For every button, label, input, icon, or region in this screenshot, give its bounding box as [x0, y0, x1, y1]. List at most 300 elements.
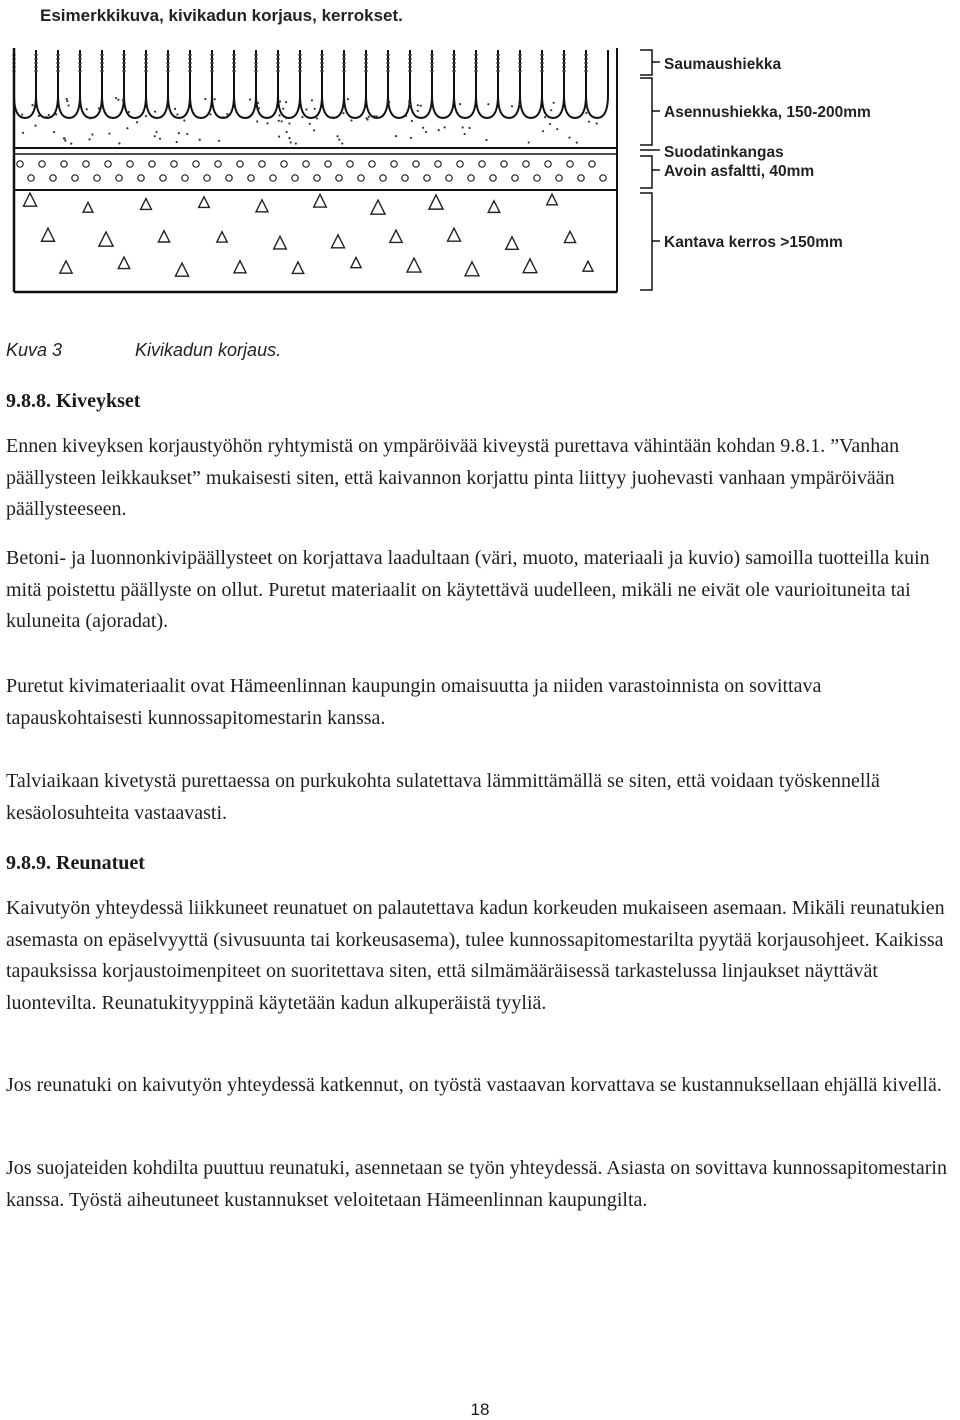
cobblestone — [564, 50, 586, 118]
sand-speck — [376, 115, 378, 117]
caption-text: Kivikadun korjaus. — [135, 340, 282, 360]
sand-speck — [64, 140, 66, 142]
jointing-sand-dot — [431, 54, 434, 56]
asphalt-pebble — [83, 161, 89, 167]
aggregate-stone — [41, 228, 54, 241]
aggregate-stone — [175, 263, 188, 276]
aggregate-stone — [371, 200, 385, 214]
sand-speck — [183, 119, 185, 121]
jointing-sand-dot — [101, 70, 104, 72]
jointing-sand-dot — [57, 70, 60, 72]
sand-speck — [544, 116, 546, 118]
sand-speck — [420, 105, 422, 107]
bracket-setting-sand — [640, 78, 652, 145]
jointing-sand-dot — [233, 66, 236, 68]
aggregate-stone — [99, 232, 113, 246]
jointing-sand-dot — [189, 66, 192, 68]
sand-speck — [410, 137, 412, 139]
jointing-sand-dot — [585, 70, 588, 72]
sand-speck — [462, 126, 464, 128]
sand-speck — [154, 135, 156, 137]
sand-speck — [549, 123, 551, 125]
aggregate-stone — [314, 194, 327, 207]
label-setting-sand: Asennushiekka, 150-200mm — [664, 104, 871, 121]
jointing-sand-dot — [299, 70, 302, 72]
sand-speck — [118, 142, 120, 144]
sand-speck — [443, 126, 445, 128]
jointing-sand-dot — [519, 70, 522, 72]
cobblestone — [432, 50, 454, 118]
sand-speck — [285, 101, 287, 103]
jointing-sand-dot — [365, 70, 368, 72]
sand-speck — [86, 108, 88, 110]
jointing-sand-dot — [475, 58, 478, 60]
sand-speck — [313, 129, 315, 131]
layer-brackets — [640, 50, 660, 290]
aggregate-stone — [256, 200, 268, 212]
asphalt-pebble — [39, 161, 45, 167]
jointing-sand-dot — [497, 66, 500, 68]
sand-speck — [395, 135, 397, 137]
asphalt-pebble — [402, 175, 408, 181]
jointing-sand-dot — [585, 66, 588, 68]
sand-speck — [22, 132, 24, 134]
jointing-sand-dot — [475, 70, 478, 72]
jointing-sand-dot — [277, 58, 280, 60]
jointing-sand-dot — [233, 62, 236, 64]
sand-speck — [388, 101, 390, 103]
asphalt-pebble — [512, 175, 518, 181]
aggregate-stone — [234, 261, 246, 273]
sand-speck — [347, 98, 349, 100]
sand-speck — [311, 99, 313, 101]
sand-speck — [288, 122, 290, 124]
jointing-sand-dot — [497, 58, 500, 60]
jointing-sand-dot — [57, 62, 60, 64]
sand-speck — [174, 108, 176, 110]
cobblestone — [476, 50, 498, 118]
jointing-sand-dot — [35, 70, 38, 72]
jointing-sand-dot — [277, 70, 280, 72]
layer-diagram — [0, 0, 960, 310]
jointing-sand-dot — [453, 62, 456, 64]
asphalt-pebble — [325, 161, 331, 167]
jointing-sand-dot — [541, 62, 544, 64]
layer-diagram-figure — [0, 0, 960, 310]
sand-speck — [468, 127, 470, 129]
sand-speck — [89, 117, 91, 119]
jointing-sand-dot — [189, 62, 192, 64]
sand-speck — [411, 120, 413, 122]
asphalt-pebble — [380, 175, 386, 181]
jointing-sand-dot — [277, 54, 280, 56]
jointing-sand-dot — [35, 58, 38, 60]
jointing-sand-dot — [277, 62, 280, 64]
cobblestone — [102, 50, 124, 118]
asphalt-pebble — [358, 175, 364, 181]
jointing-sand-dot — [387, 62, 390, 64]
cobblestone — [234, 50, 256, 118]
sand-speck — [550, 109, 552, 111]
asphalt-pebble — [567, 161, 573, 167]
sand-speck — [305, 108, 307, 110]
asphalt-pebble — [149, 161, 155, 167]
aggregate-stone — [118, 257, 129, 268]
jointing-sand-dot — [299, 54, 302, 56]
jointing-sand-dot — [541, 54, 544, 56]
jointing-sand-dot — [343, 70, 346, 72]
jointing-sand-dot — [365, 66, 368, 68]
aggregate-stone — [292, 262, 303, 273]
asphalt-pebble — [534, 175, 540, 181]
jointing-sand-dot — [431, 58, 434, 60]
asphalt-pebble — [182, 175, 188, 181]
jointing-sand-dot — [167, 70, 170, 72]
sand-speck — [176, 113, 178, 115]
asphalt-pebble — [248, 175, 254, 181]
cobblestone — [36, 50, 58, 118]
sand-speck — [63, 137, 65, 139]
sand-speck — [511, 105, 513, 107]
sand-speck — [176, 141, 178, 143]
label-open-asphalt: Avoin asfaltti, 40mm — [664, 163, 815, 180]
jointing-sand-dot — [497, 62, 500, 64]
asphalt-pebble — [523, 161, 529, 167]
sand-speck — [405, 115, 407, 117]
jointing-sand-dot — [321, 54, 324, 56]
jointing-sand-dot — [101, 58, 104, 60]
asphalt-pebble — [116, 175, 122, 181]
sand-speck — [288, 137, 290, 139]
asphalt-pebble — [435, 161, 441, 167]
jointing-sand-dot — [387, 58, 390, 60]
jointing-sand-dot — [497, 70, 500, 72]
sand-speck — [596, 122, 598, 124]
cobblestone — [498, 50, 520, 118]
paragraph: Betoni- ja luonnonkivipäällysteet on korjattava laadultaan (väri, muoto, materiaali ja kuvio) samoilla tuotteilla kuin mitä poistettu päällyste on ollut. Puretut materiaalit on käytettävä uudelleen, mikäli ne eivät ole vaurioituneita tai kuluneita (ajoradat). — [6, 547, 930, 632]
jointing-sand-dot — [475, 62, 478, 64]
aggregate-stone — [547, 194, 558, 205]
sand-speck — [301, 116, 303, 118]
sand-speck — [417, 110, 419, 112]
jointing-sand-dot — [167, 66, 170, 68]
jointing-sand-dot — [233, 70, 236, 72]
jointing-sand-dot — [365, 58, 368, 60]
sand-speck — [159, 138, 161, 140]
asphalt-pebble — [556, 175, 562, 181]
jointing-sand-dot — [145, 54, 148, 56]
label-filter-fabric: Suodatinkangas — [664, 144, 784, 161]
jointing-sand-dot — [563, 70, 566, 72]
sand-speck — [155, 131, 157, 133]
jointing-sand-dot — [497, 54, 500, 56]
asphalt-pebble — [50, 175, 56, 181]
sand-speck — [519, 104, 521, 106]
jointing-sand-dot — [563, 62, 566, 64]
aggregate-stone — [390, 230, 402, 242]
jointing-sand-dot — [211, 58, 214, 60]
asphalt-pebble — [72, 175, 78, 181]
jointing-sand-dot — [79, 66, 82, 68]
jointing-sand-dot — [57, 66, 60, 68]
sand-speck — [126, 127, 128, 129]
jointing-sand-dot — [123, 54, 126, 56]
jointing-sand-dot — [145, 58, 148, 60]
asphalt-pebble — [28, 175, 34, 181]
aggregate-stone — [274, 236, 287, 249]
sand-speck — [309, 123, 311, 125]
sand-speck — [218, 140, 220, 142]
cobblestone — [586, 50, 608, 118]
aggregate-stone — [583, 261, 593, 271]
jointing-sand-dot — [123, 66, 126, 68]
jointing-sand-dot — [541, 70, 544, 72]
sand-speck — [282, 108, 284, 110]
jointing-sand-dot — [453, 58, 456, 60]
jointing-sand-dot — [585, 62, 588, 64]
sand-speck — [34, 125, 36, 127]
sand-speck — [576, 142, 578, 144]
asphalt-pebble — [589, 161, 595, 167]
asphalt-pebble — [457, 161, 463, 167]
sand-speck — [278, 114, 280, 116]
sand-speck — [278, 120, 280, 122]
bracket-jointing-sand — [640, 50, 652, 75]
paragraph: Talviaikaan kivetystä purettaessa on purkukohta sulatettava lämmittämällä se siten, että voidaan työskennellä kesäolosuhteita vastaavasti. — [6, 770, 880, 824]
jointing-sand-dot — [409, 66, 412, 68]
sand-speck — [53, 131, 55, 133]
sand-speck — [66, 100, 68, 102]
sand-speck — [258, 107, 260, 109]
sand-speck — [91, 133, 93, 135]
jointing-sand-dot — [189, 70, 192, 72]
aggregate-stone — [407, 258, 421, 272]
asphalt-pebble — [578, 175, 584, 181]
jointing-sand-dot — [343, 66, 346, 68]
page-number: 18 — [470, 1400, 490, 1419]
asphalt-pebble — [215, 161, 221, 167]
jointing-sand-dot — [79, 62, 82, 64]
jointing-sand-dot — [321, 66, 324, 68]
sand-speck — [48, 114, 50, 116]
bracket-base-layer — [640, 193, 652, 290]
aggregate-stone — [523, 259, 537, 273]
cobblestone — [366, 50, 388, 118]
aggregate-stone — [60, 261, 72, 273]
jointing-sand-dot — [79, 70, 82, 72]
paragraph: Ennen kiveyksen korjaustyöhön ryhtymistä on ympäröivää kiveystä purettava vähintään kohdan 9.8.1. ”Vanhan päällysteen leikkaukset” mukaisesti siten, että kaivannon korjattu pinta liittyy juohevasti vanhaan ympäröivään päällysteeseen. — [6, 435, 900, 520]
aggregate-stone — [564, 231, 575, 242]
cobblestone — [454, 50, 476, 118]
sand-speck — [186, 133, 188, 135]
jointing-sand-dot — [123, 70, 126, 72]
jointing-sand-dot — [475, 54, 478, 56]
jointing-sand-dot — [255, 62, 258, 64]
jointing-sand-dot — [211, 70, 214, 72]
cobblestone — [410, 50, 432, 118]
jointing-sand-dot — [519, 58, 522, 60]
aggregate-stone — [488, 201, 500, 213]
sand-speck — [556, 128, 558, 130]
section-heading-kiveykset: 9.8.8. Kiveykset — [6, 390, 141, 412]
jointing-sand-dot — [123, 58, 126, 60]
sand-speck — [417, 104, 419, 106]
sand-speck — [585, 112, 587, 114]
jointing-sand-dot — [321, 62, 324, 64]
asphalt-pebble — [204, 175, 210, 181]
jointing-sand-dot — [519, 54, 522, 56]
aggregate-stone — [332, 235, 345, 248]
sand-speck — [279, 100, 281, 102]
jointing-sand-dot — [343, 62, 346, 64]
aggregate-stone — [506, 237, 519, 250]
sand-speck — [422, 127, 424, 129]
jointing-sand-dot — [431, 70, 434, 72]
sand-speck — [98, 107, 100, 109]
jointing-sand-dot — [431, 62, 434, 64]
sand-speck — [342, 112, 344, 114]
jointing-sand-dot — [409, 54, 412, 56]
sand-speck — [485, 139, 487, 141]
asphalt-pebble — [424, 175, 430, 181]
jointing-sand-dot — [233, 58, 236, 60]
asphalt-pebble — [479, 161, 485, 167]
sand-speck — [487, 103, 489, 105]
aggregate-stone — [158, 231, 169, 242]
asphalt-pebble — [468, 175, 474, 181]
sand-speck — [295, 142, 297, 144]
jointing-sand-dot — [475, 66, 478, 68]
sand-speck — [136, 121, 138, 123]
jointing-sand-dot — [299, 62, 302, 64]
caption-number: Kuva 3 — [6, 340, 63, 360]
cobblestone — [124, 50, 146, 118]
jointing-sand-dot — [57, 58, 60, 60]
asphalt-pebble — [501, 161, 507, 167]
sand-speck — [373, 115, 375, 117]
asphalt-pebble — [347, 161, 353, 167]
asphalt-pebble — [94, 175, 100, 181]
asphalt-pebble — [193, 161, 199, 167]
asphalt-pebble — [17, 161, 23, 167]
sand-speck — [297, 108, 299, 110]
cobblestones — [13, 50, 609, 118]
sand-speck — [145, 115, 147, 117]
jointing-sand-dot — [299, 66, 302, 68]
jointing-sand-dot — [453, 54, 456, 56]
sand-speck — [285, 131, 287, 133]
asphalt-pebble — [336, 175, 342, 181]
sand-speck — [122, 99, 124, 101]
sand-speck — [366, 118, 368, 120]
sand-speck — [249, 98, 251, 100]
figure-caption — [6, 340, 282, 361]
asphalt-pebble — [369, 161, 375, 167]
asphalt-pebble — [292, 175, 298, 181]
cobblestone — [212, 50, 234, 118]
asphalt-pebble — [314, 175, 320, 181]
jointing-sand-dot — [343, 54, 346, 56]
cobblestone — [520, 50, 542, 118]
jointing-sand-dot — [35, 54, 38, 56]
jointing-sand-dot — [563, 58, 566, 60]
paragraph: Jos reunatuki on kaivutyön yhteydessä katkennut, on työstä vastaavan korvattava se kustannuksellaan ehjällä kivellä. — [6, 1074, 942, 1096]
jointing-sand-dot — [409, 62, 412, 64]
aggregate-stone — [351, 257, 361, 267]
jointing-sand-dot — [519, 66, 522, 68]
cobblestone — [146, 50, 168, 118]
jointing-sand-dot — [541, 58, 544, 60]
jointing-sand-dot — [167, 54, 170, 56]
asphalt-pebble — [391, 161, 397, 167]
jointing-sand-dot — [321, 70, 324, 72]
sand-speck — [542, 130, 544, 132]
sand-speck — [350, 119, 352, 121]
cobblestone — [58, 50, 80, 118]
jointing-sand-dot — [233, 54, 236, 56]
sand-speck — [459, 103, 461, 105]
sand-speck — [408, 100, 410, 102]
bracket-open-asphalt — [640, 156, 652, 188]
cobblestone — [542, 50, 564, 118]
jointing-sand-dot — [365, 62, 368, 64]
jointing-sand-dot — [277, 66, 280, 68]
sand-speck — [226, 113, 228, 115]
jointing-sand-dot — [563, 54, 566, 56]
section-heading-reunatuet: 9.8.9. Reunatuet — [6, 852, 145, 874]
jointing-sand-dot — [585, 54, 588, 56]
aggregate-stone — [217, 232, 227, 242]
sand-speck — [55, 113, 57, 115]
sand-speck — [67, 104, 69, 106]
sand-speck — [331, 116, 333, 118]
asphalt-pebble — [490, 175, 496, 181]
sand-speck — [266, 122, 268, 124]
asphalt-pebble — [237, 161, 243, 167]
asphalt-pebble — [545, 161, 551, 167]
sand-speck — [568, 136, 570, 138]
sand-speck — [316, 117, 318, 119]
sand-speck — [464, 133, 466, 135]
jointing-sand-dot — [387, 66, 390, 68]
jointing-sand-dot — [321, 58, 324, 60]
jointing-sand-dot — [299, 58, 302, 60]
sand-speck — [222, 116, 224, 118]
asphalt-pebble — [171, 161, 177, 167]
asphalt-pebble — [413, 161, 419, 167]
jointing-sand-dot — [167, 62, 170, 64]
jointing-sand-dot — [255, 58, 258, 60]
aggregate-stone — [141, 199, 152, 210]
jointing-sand-dot — [585, 58, 588, 60]
sand-speck — [108, 132, 110, 134]
figure-title: Esimerkkikuva, kivikadun korjaus, kerrokset. — [40, 6, 403, 25]
sand-speck — [314, 108, 316, 110]
jointing-sand-dot — [387, 70, 390, 72]
sand-speck — [409, 104, 411, 106]
aggregate-stone — [465, 262, 479, 276]
sand-speck — [66, 98, 68, 100]
cobblestone — [168, 50, 190, 118]
asphalt-pebble — [226, 175, 232, 181]
sand-speck — [553, 102, 555, 104]
aggregate-stone — [23, 193, 36, 206]
aggregate-stone — [199, 197, 210, 208]
asphalt-pebble — [127, 161, 133, 167]
cobblestone — [344, 50, 366, 118]
sand-speck — [204, 98, 206, 100]
cobblestone — [278, 50, 300, 118]
